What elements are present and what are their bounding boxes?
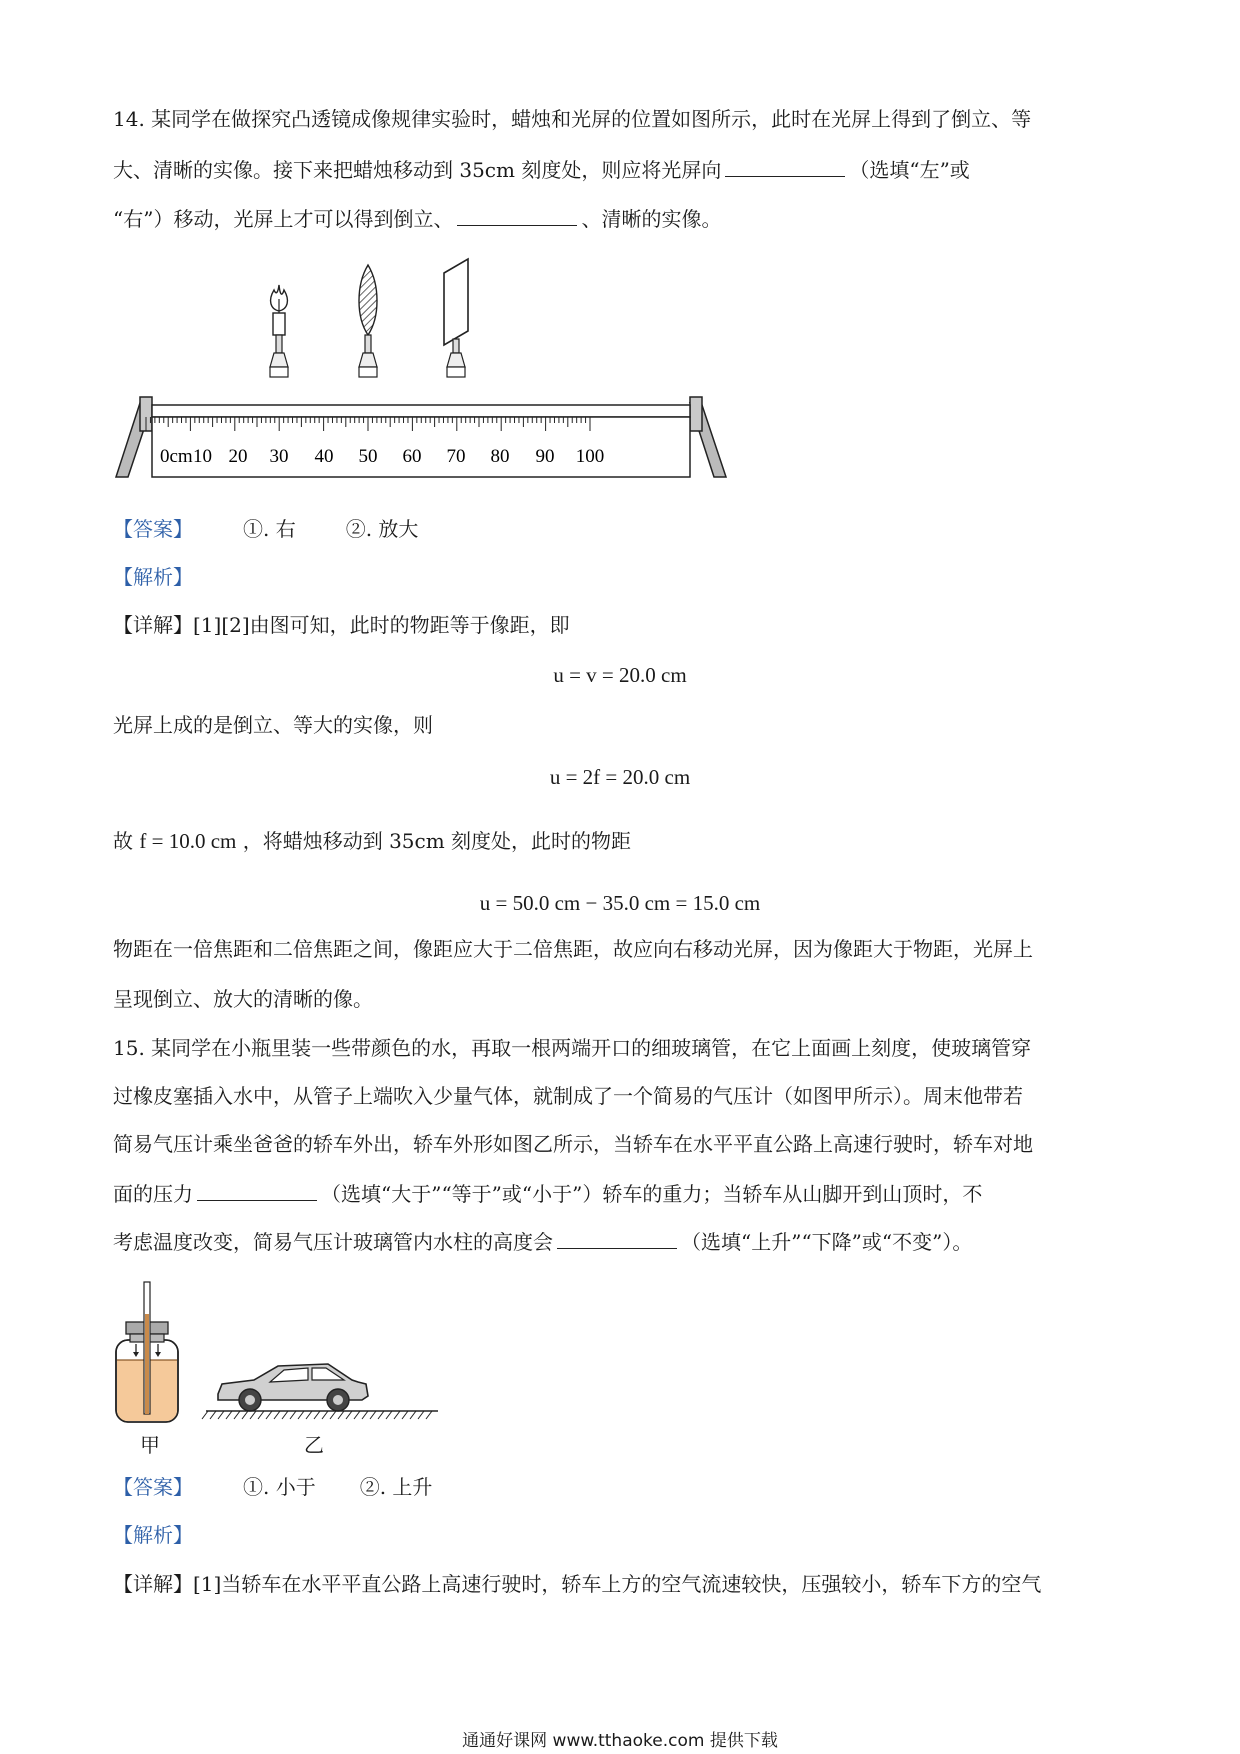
q14-text-3-b: ，将蜡烛移动到 35cm 刻度处，此时的物距: [242, 829, 632, 853]
barometer-figure: [108, 1280, 208, 1430]
q15-line-2: 过橡皮塞插入水中，从管子上端吹入少量气体，就制成了一个简易的气压计（如图甲所示）。周末他带若: [113, 1084, 1023, 1108]
q14-line-3: [113, 205, 721, 232]
q14-detail-tag: 【详解】: [113, 613, 193, 637]
q14-equation-2: u = 2f = 20.0 cm: [549, 765, 691, 789]
q14-text-2: 光屏上成的是倒立、等大的实像，则: [113, 713, 433, 737]
optical-bench-figure: [110, 255, 730, 487]
tick-label-100: 100: [575, 446, 605, 467]
q14-answer-row: [113, 516, 418, 542]
q14-line-2-text-b: （选填“左”或: [849, 158, 970, 182]
tick-label-40: 40: [314, 446, 334, 467]
road-hatch-line: [354, 1411, 360, 1419]
road-hatch-line: [234, 1411, 240, 1419]
q14-line-3-text-a: “右”）移动，光屏上才可以得到倒立、: [113, 207, 454, 231]
q15-line-5-text-b: （选填“上升”“下降”或“不变”）。: [681, 1230, 973, 1254]
q14-text-3-a: 故: [113, 829, 133, 853]
tick-label-20: 20: [228, 446, 248, 467]
tick-label-0: 0cm: [160, 446, 193, 467]
road-hatch-line: [394, 1411, 400, 1419]
road-hatch-line: [362, 1411, 368, 1419]
road-hatch-line: [282, 1411, 288, 1419]
water-column: [145, 1314, 149, 1414]
q15-detail-text: [1]当轿车在水平平直公路上高速行驶时，轿车上方的空气流速较快，压强较小，轿车下方的空气: [193, 1572, 1042, 1596]
road-hatch-line: [306, 1411, 312, 1419]
road-hatch-line: [226, 1411, 232, 1419]
q14-text-3: [113, 828, 631, 854]
road-hatch-line: [330, 1411, 336, 1419]
q14-detail-line: [113, 612, 570, 638]
q15-detail-line: [113, 1571, 1041, 1597]
road-hatch-line: [218, 1411, 224, 1419]
tick-label-50: 50: [358, 446, 378, 467]
q14-line-2: [113, 156, 970, 183]
q15-line-3: 简易气压计乘坐爸爸的轿车外出，轿车外形如图乙所示，当轿车在水平平直公路上高速行驶时，轿车对地: [113, 1132, 1033, 1156]
q14-text-5: 呈现倒立、放大的清晰的像。: [113, 987, 373, 1011]
bench-rail: [152, 405, 690, 417]
fig-label-yi: 乙: [304, 1433, 324, 1457]
road-hatch-line: [346, 1411, 352, 1419]
road-hatch-line: [378, 1411, 384, 1419]
q15-line-5: [113, 1228, 972, 1255]
road-hatching: [202, 1411, 432, 1419]
road-hatch-line: [370, 1411, 376, 1419]
road-hatch-line: [250, 1411, 256, 1419]
q14-line-3-text-b: 、清晰的实像。: [581, 207, 722, 231]
q15-blank-2[interactable]: [557, 1228, 677, 1249]
road-hatch-line: [426, 1411, 432, 1419]
q14-detail-text: [1][2]由图可知，此时的物距等于像距，即: [193, 613, 570, 637]
road-hatch-line: [338, 1411, 344, 1419]
q15-answer-2: ②. 上升: [359, 1475, 433, 1499]
tick-label-60: 60: [402, 446, 422, 467]
road-hatch-line: [290, 1411, 296, 1419]
road-hatch-line: [314, 1411, 320, 1419]
road-hatch-line: [266, 1411, 272, 1419]
road-hatch-line: [202, 1411, 208, 1419]
q15-line-4: [113, 1180, 982, 1207]
q14-focal-length: f = 10.0 cm: [139, 829, 237, 853]
q15-detail-tag: 【详解】: [113, 1572, 193, 1596]
road-hatch-line: [210, 1411, 216, 1419]
candle: [270, 285, 288, 377]
q15-answer-tag: 【答案】: [113, 1475, 193, 1499]
tick-label-10: 10: [193, 446, 212, 467]
road-hatch-line: [410, 1411, 416, 1419]
q14-line-1: 14. 某同学在做探究凸透镜成像规律实验时，蜡烛和光屏的位置如图所示，此时在光屏上得到了倒立、等: [113, 107, 1032, 131]
tick-label-90: 90: [535, 446, 555, 467]
q15-line-1: 15. 某同学在小瓶里装一些带颜色的水，再取一根两端开口的细玻璃管，在它上面画上刻度，使玻璃管穿: [113, 1036, 1032, 1060]
q15-line-4-text-b: （选填“大于”“等于”或“小于”）轿车的重力；当轿车从山脚开到山顶时，不: [321, 1182, 983, 1206]
tick-label-30: 30: [269, 446, 289, 467]
road-hatch-line: [242, 1411, 248, 1419]
road-hatch-line: [298, 1411, 304, 1419]
road-hatch-line: [258, 1411, 264, 1419]
tick-label-80: 80: [490, 446, 510, 467]
q14-text-4: 物距在一倍焦距和二倍焦距之间，像距应大于二倍焦距，故应向右移动光屏，因为像距大于物距，光屏上: [113, 937, 1033, 961]
q14-equation-3: u = 50.0 cm − 35.0 cm = 15.0 cm: [479, 891, 761, 915]
q14-answer-2: ②. 放大: [345, 517, 419, 541]
q15-blank-1[interactable]: [197, 1180, 317, 1201]
right-end-post: [690, 397, 702, 431]
road-hatch-line: [274, 1411, 280, 1419]
road-hatch-line: [402, 1411, 408, 1419]
q14-answer-tag: 【答案】: [113, 517, 193, 541]
light-screen: [444, 259, 468, 377]
q15-answer-1: ①. 小于: [243, 1475, 316, 1499]
car-figure: [200, 1340, 445, 1430]
q15-line-5-text-a: 考虑温度改变，简易气压计玻璃管内水柱的高度会: [113, 1230, 553, 1254]
q15-answer-row: [113, 1474, 432, 1500]
road-hatch-line: [418, 1411, 424, 1419]
q14-blank-1[interactable]: [725, 156, 845, 177]
q14-answer-1: ①. 右: [243, 517, 296, 541]
q15-analysis-tag: 【解析】: [113, 1523, 193, 1547]
page-footer: 通通好课网 www.tthaoke.com 提供下载: [462, 1731, 778, 1751]
road-hatch-line: [322, 1411, 328, 1419]
q14-blank-2[interactable]: [457, 205, 577, 226]
q14-line-2-text-a: 大、清晰的实像。接下来把蜡烛移动到 35cm 刻度处，则应将光屏向: [113, 158, 722, 182]
convex-lens: [359, 265, 377, 377]
fig-label-jia: 甲: [140, 1433, 160, 1457]
q15-line-4-text-a: 面的压力: [113, 1182, 193, 1206]
road-hatch-line: [386, 1411, 392, 1419]
q14-analysis-tag: 【解析】: [113, 565, 193, 589]
q14-equation-1: u = v = 20.0 cm: [553, 663, 687, 687]
tick-label-70: 70: [446, 446, 466, 467]
